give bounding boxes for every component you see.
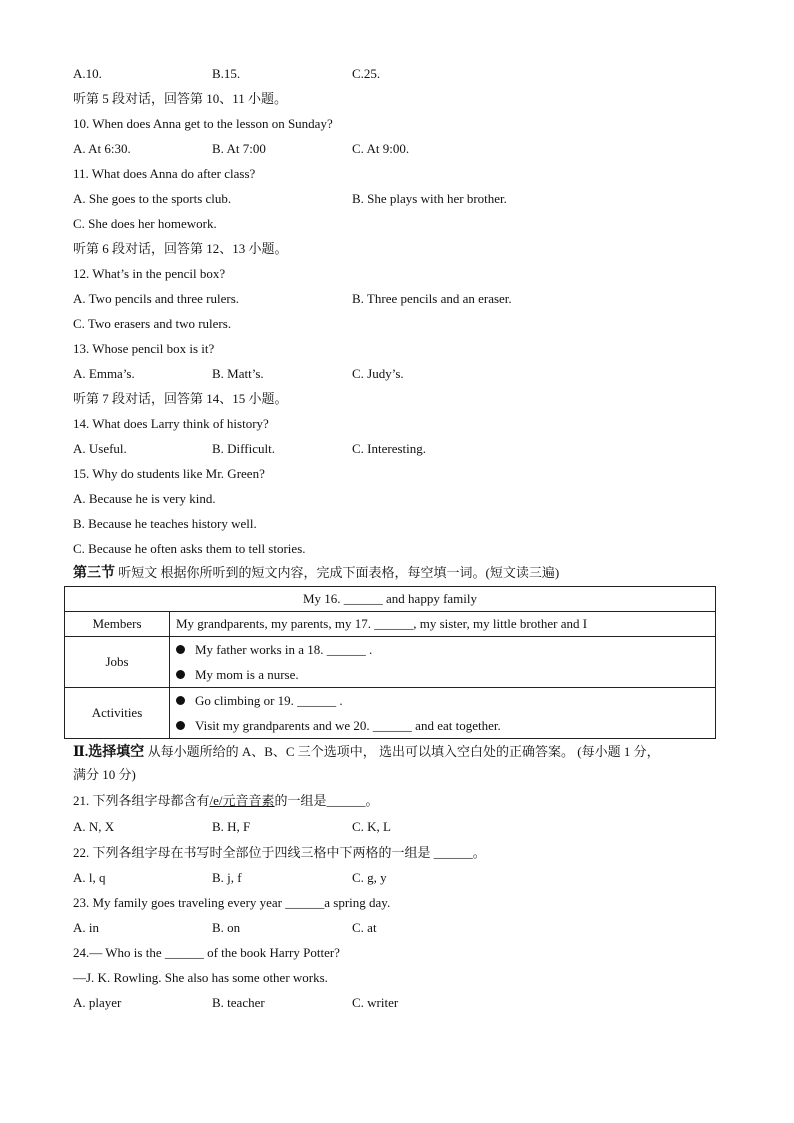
q12-stem: 12. What’s in the pencil box?	[73, 266, 226, 281]
q15-option-c: C. Because he often asks them to tell stories.	[73, 541, 306, 556]
q22-option-a: A. l, q	[73, 870, 106, 885]
bullet-icon	[176, 645, 185, 654]
members-label: Members	[65, 612, 170, 637]
q21-stem-underlined: /e/元音音素	[209, 793, 275, 808]
q12-option-b: B. Three pencils and an eraser.	[352, 291, 512, 306]
q21-stem	[73, 793, 379, 809]
section-3-heading	[73, 565, 559, 582]
q13-option-c: C. Judy’s.	[352, 366, 404, 381]
jobs-item-1: My father works in a 18. ______ .	[195, 642, 373, 657]
q12-option-a: A. Two pencils and three rulers.	[73, 291, 239, 306]
q21-option-c: C. K, L	[352, 819, 391, 834]
part-2-heading	[73, 744, 660, 761]
q14-option-c: C. Interesting.	[352, 441, 427, 456]
q23-option-a: A. in	[73, 920, 99, 935]
q21-stem-pre: 21. 下列各组字母都含有	[73, 793, 210, 808]
activities-item-2: Visit my grandparents and we 20. ______ and eat together.	[195, 718, 501, 733]
q14-option-a: A. Useful.	[73, 441, 127, 456]
section-3-instruction: 听短文 根据你所听到的短文内容，完成下面表格，每空填一词。(短文读三遍)	[115, 565, 560, 580]
q15-option-a: A. Because he is very kind.	[73, 491, 216, 506]
list-item	[176, 637, 709, 662]
dialogue-5-instruction: 听第 5 段对话，回答第 10、11 小题。	[73, 91, 288, 106]
q15-stem: 15. Why do students like Mr. Green?	[73, 466, 265, 481]
q21-option-a: A. N, X	[73, 819, 115, 834]
activities-cell	[170, 688, 716, 739]
activities-item-1: Go climbing or 19. ______ .	[195, 693, 343, 708]
section-3-title: 第三节	[73, 566, 115, 581]
q13-option-a: A. Emma’s.	[73, 366, 135, 381]
q21-stem-post: 的一组是______。	[274, 793, 379, 808]
family-info-table	[64, 586, 716, 739]
q14-stem: 14. What does Larry think of history?	[73, 416, 269, 431]
list-item	[176, 713, 709, 738]
q24-stem: 24.— Who is the ______ of the book Harry Potter?	[73, 945, 340, 960]
q13-stem: 13. Whose pencil box is it?	[73, 341, 215, 356]
q13-option-b: B. Matt’s.	[212, 366, 264, 381]
q10-option-c: C. At 9:00.	[352, 141, 410, 156]
q9-option-c: C.25.	[352, 66, 381, 81]
q11-stem: 11. What does Anna do after class?	[73, 166, 256, 181]
dialogue-7-instruction: 听第 7 段对话，回答第 14、15 小题。	[73, 391, 288, 406]
dialogue-6-instruction: 听第 6 段对话，回答第 12、13 小题。	[73, 241, 288, 256]
list-item	[176, 688, 709, 713]
q23-option-b: B. on	[212, 920, 241, 935]
bullet-icon	[176, 670, 185, 679]
part-2-title: Ⅱ.选择填空	[73, 745, 145, 760]
q15-option-b: B. Because he teaches history well.	[73, 516, 257, 531]
jobs-item-2: My mom is a nurse.	[195, 667, 299, 682]
q11-option-b: B. She plays with her brother.	[352, 191, 507, 206]
q23-option-c: C. at	[352, 920, 377, 935]
part-2-instruction-cont: 满分 10 分)	[73, 767, 136, 782]
q24-option-c: C. writer	[352, 995, 399, 1010]
q11-option-c: C. She does her homework.	[73, 216, 217, 231]
q24-answer-line: —J. K. Rowling. She also has some other works.	[73, 970, 328, 985]
part-2-instruction: 从每小题所给的 A、B、C 三个选项中， 选出可以填入空白处的正确答案。 (每小题 1 分，	[144, 744, 660, 759]
bullet-icon	[176, 696, 185, 705]
q23-stem: 23. My family goes traveling every year ______a spring day.	[73, 895, 391, 910]
members-value: My grandparents, my parents, my 17. ______, my sister, my little brother and I	[170, 612, 716, 637]
q24-option-b: B. teacher	[212, 995, 265, 1010]
q10-option-b: B. At 7:00	[212, 141, 266, 156]
q24-option-a: A. player	[73, 995, 122, 1010]
jobs-cell	[170, 637, 716, 688]
q12-option-c: C. Two erasers and two rulers.	[73, 316, 232, 331]
q22-option-b: B. j, f	[212, 870, 242, 885]
q14-option-b: B. Difficult.	[212, 441, 275, 456]
q22-stem: 22. 下列各组字母在书写时全部位于四线三格中下两格的一组是 ______。	[73, 845, 486, 860]
q10-option-a: A. At 6:30.	[73, 141, 131, 156]
list-item	[176, 662, 709, 687]
q11-option-a: A. She goes to the sports club.	[73, 191, 232, 206]
q9-option-b: B.15.	[212, 66, 241, 81]
jobs-label: Jobs	[65, 637, 170, 688]
activities-label: Activities	[65, 688, 170, 739]
q22-option-c: C. g, y	[352, 870, 387, 885]
bullet-icon	[176, 721, 185, 730]
q9-option-a: A.10.	[73, 66, 102, 81]
table-header: My 16. ______ and happy family	[65, 587, 716, 612]
q21-option-b: B. H, F	[212, 819, 251, 834]
q10-stem: 10. When does Anna get to the lesson on Sunday?	[73, 116, 333, 131]
